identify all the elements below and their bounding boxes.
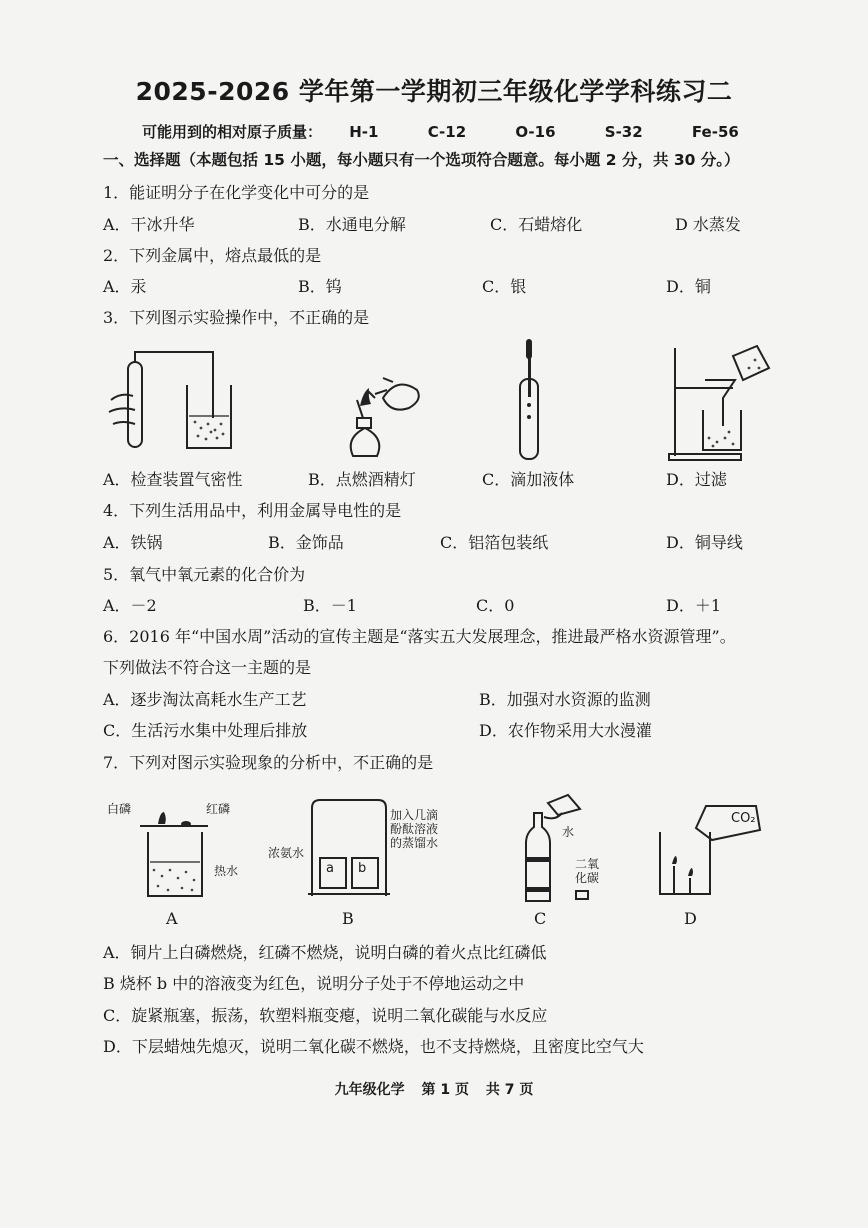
q3-option-b: B．点燃酒精灯 (308, 470, 416, 489)
q1-stem: 1．能证明分子在化学变化中可分的是 (103, 183, 370, 202)
q5-stem: 5．氧气中氧元素的化合价为 (103, 565, 306, 584)
q3-figure-d (665, 338, 780, 463)
q3-option-a: A．检查装置气密性 (103, 470, 243, 489)
q5-option-a: A．－2 (103, 596, 157, 615)
page-footer (0, 1079, 868, 1099)
footer-subject: 九年级化学 (334, 1082, 405, 1098)
q7a-label-hot-water: 热水 (214, 864, 239, 878)
q7d-label-co2: CO₂ (731, 811, 756, 826)
q1-option-b: B．水通电分解 (298, 215, 406, 234)
q3-figure-a (103, 340, 233, 455)
q7-figure-c (512, 795, 592, 903)
q7c-label-water: 水 (562, 825, 575, 839)
q7a-label-white-phosphorus: 白磷 (107, 802, 132, 816)
footer-page: 第 1 页 (421, 1082, 469, 1098)
atomic-masses-label: 可能用到的相对原子质量： (142, 123, 323, 141)
q2-stem: 2．下列金属中，熔点最低的是 (103, 246, 322, 265)
q4-option-c: C．铝箔包装纸 (440, 533, 549, 552)
q3-figure-b (335, 368, 425, 458)
q3-stem: 3．下列图示实验操作中，不正确的是 (103, 308, 370, 327)
q7-option-b: B 烧杯 b 中的溶液变为红色，说明分子处于不停地运动之中 (103, 974, 525, 993)
q5-option-b: B．－1 (303, 596, 357, 615)
q2-option-c: C．银 (482, 277, 527, 296)
q6-option-a: A．逐步淘汰高耗水生产工艺 (103, 690, 307, 709)
q6-option-d: D．农作物采用大水漫灌 (479, 721, 652, 740)
section-heading: 一、选择题（本题包括 15 小题，每小题只有一个选项符合题意。每小题 2 分，共 30 分。） (103, 151, 740, 169)
atomic-mass-o: O-16 (515, 123, 556, 141)
q2-option-b: B．钨 (298, 277, 342, 296)
q5-option-c: C．0 (476, 596, 515, 615)
q7b-label-ammonia: 浓氨水 (268, 846, 305, 860)
q4-stem: 4．下列生活用品中，利用金属导电性的是 (103, 501, 402, 520)
q7-option-c: C．旋紧瓶塞，振荡，软塑料瓶变瘪，说明二氧化碳能与水反应 (103, 1006, 548, 1025)
q1-option-d: D 水蒸发 (675, 215, 741, 234)
q2-option-a: A．汞 (103, 277, 147, 296)
q7-caption-a: A (166, 909, 178, 928)
q6-stem: 6．2016 年“中国水周”活动的宣传主题是“落实五大发展理念，推进最严格水资源管理”。 (103, 627, 736, 646)
atomic-masses (142, 121, 739, 142)
q7-figure-a (140, 812, 215, 900)
q7-figure-b (308, 798, 390, 898)
q3-option-c: C．滴加液体 (482, 470, 575, 489)
q1-option-c: C．石蜡熔化 (490, 215, 583, 234)
q6-option-b: B．加强对水资源的监测 (479, 690, 651, 709)
q7-caption-b: B (342, 909, 354, 928)
atomic-mass-s: S-32 (604, 123, 643, 141)
footer-total: 共 7 页 (485, 1082, 534, 1098)
q7-option-d: D．下层蜡烛先熄灭，说明二氧化碳不燃烧，也不支持燃烧，且密度比空气大 (103, 1037, 644, 1056)
q7b-cup-a: a (326, 861, 334, 876)
q7b-label-phenolphthalein: 加入几滴酚酞溶液的蒸馏水 (390, 808, 439, 850)
q7c-label-co2: 二氧化碳 (575, 857, 600, 885)
q7a-label-red-phosphorus: 红磷 (206, 802, 231, 816)
q3-option-d: D．过滤 (666, 470, 727, 489)
atomic-mass-fe: Fe-56 (691, 123, 739, 141)
q7-option-a: A．铜片上白磷燃烧，红磷不燃烧，说明白磷的着火点比红磷低 (103, 943, 547, 962)
q6-option-c: C．生活污水集中处理后排放 (103, 721, 308, 740)
q4-option-b: B．金饰品 (268, 533, 344, 552)
page-title: 2025-2026 学年第一学期初三年级化学学科练习二 (135, 77, 733, 106)
q1-option-a: A．干冰升华 (103, 215, 195, 234)
q2-option-d: D．铜 (666, 277, 711, 296)
q3-figure-c (510, 337, 550, 462)
atomic-mass-h: H-1 (349, 123, 379, 141)
q7b-cup-b: b (358, 861, 367, 876)
q6-stem-continued: 下列做法不符合这一主题的是 (103, 658, 312, 677)
q7-caption-d: D (684, 909, 697, 928)
q5-option-d: D．＋1 (666, 596, 722, 615)
q4-option-a: A．铁锅 (103, 533, 163, 552)
q7-caption-c: C (534, 909, 547, 928)
q4-option-d: D．铜导线 (666, 533, 743, 552)
q7-stem: 7．下列对图示实验现象的分析中，不正确的是 (103, 753, 434, 772)
atomic-mass-c: C-12 (427, 123, 467, 141)
